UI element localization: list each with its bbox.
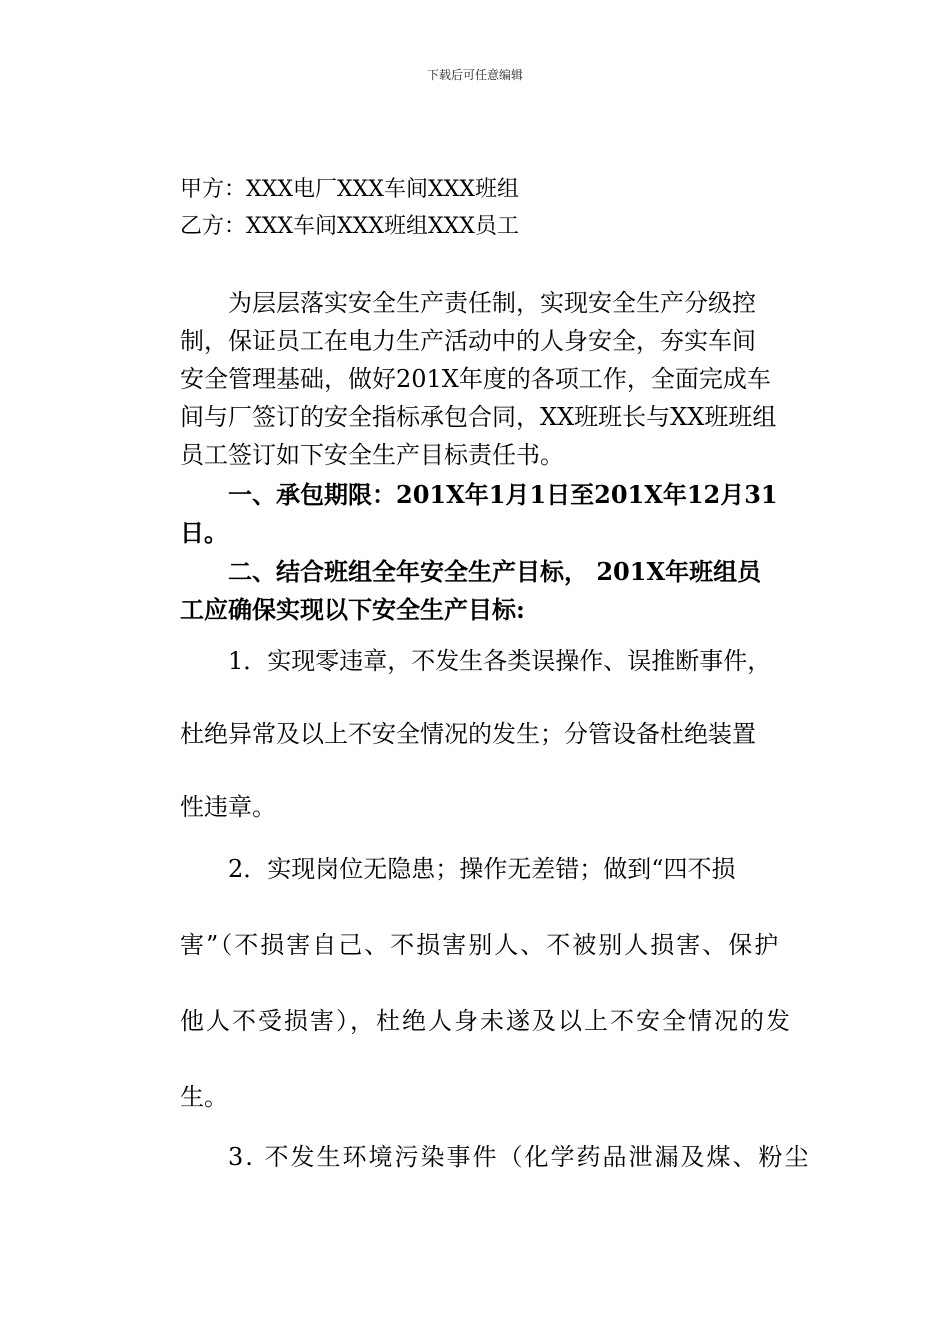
page-header: 下载后可任意编辑 <box>426 68 523 82</box>
intro-line: 为层层落实安全生产责任制，实现安全生产分级控 <box>228 289 756 317</box>
section-2-line: 二、结合班组全年安全生产目标， 201X年班组员 <box>228 557 762 586</box>
intro-line: 安全管理基础，做好201X年度的各项工作，全面完成车 <box>180 365 771 393</box>
intro-line: 员工签订如下安全生产目标责任书。 <box>180 441 564 469</box>
item-2-line: 害”（不损害自己、不损害别人、不被别人损害、保护 <box>180 931 781 959</box>
item-3-line: 3. 不发生环境污染事件（化学药品泄漏及煤、粉尘 <box>228 1143 811 1171</box>
party-a: 甲方：XXX电厂XXX车间XXX班组 <box>180 177 519 202</box>
item-2-line: 2．实现岗位无隐患；操作无差错；做到“四不损 <box>228 855 736 883</box>
intro-line: 间与厂签订的安全指标承包合同，XX班班长与XX班班组 <box>180 403 777 431</box>
item-2-line: 他人不受损害），杜绝人身未遂及以上不安全情况的发 <box>180 1007 792 1035</box>
item-1-line: 杜绝异常及以上不安全情况的发生；分管设备杜绝装置 <box>180 720 756 748</box>
item-2-line: 生。 <box>180 1083 228 1111</box>
section-2-line: 工应确保实现以下安全生产目标: <box>180 595 525 624</box>
section-1-line: 一、承包期限：201X年1月1日至201X年12月31 <box>228 480 778 509</box>
intro-line: 制，保证员工在电力生产活动中的人身安全，夯实车间 <box>180 327 756 355</box>
section-1-line: 日。 <box>180 518 228 547</box>
item-1-line: 1．实现零违章，不发生各类误操作、误推断事件， <box>228 647 772 675</box>
item-1-line: 性违章。 <box>180 793 276 821</box>
party-b: 乙方：XXX车间XXX班组XXX员工 <box>180 214 519 239</box>
